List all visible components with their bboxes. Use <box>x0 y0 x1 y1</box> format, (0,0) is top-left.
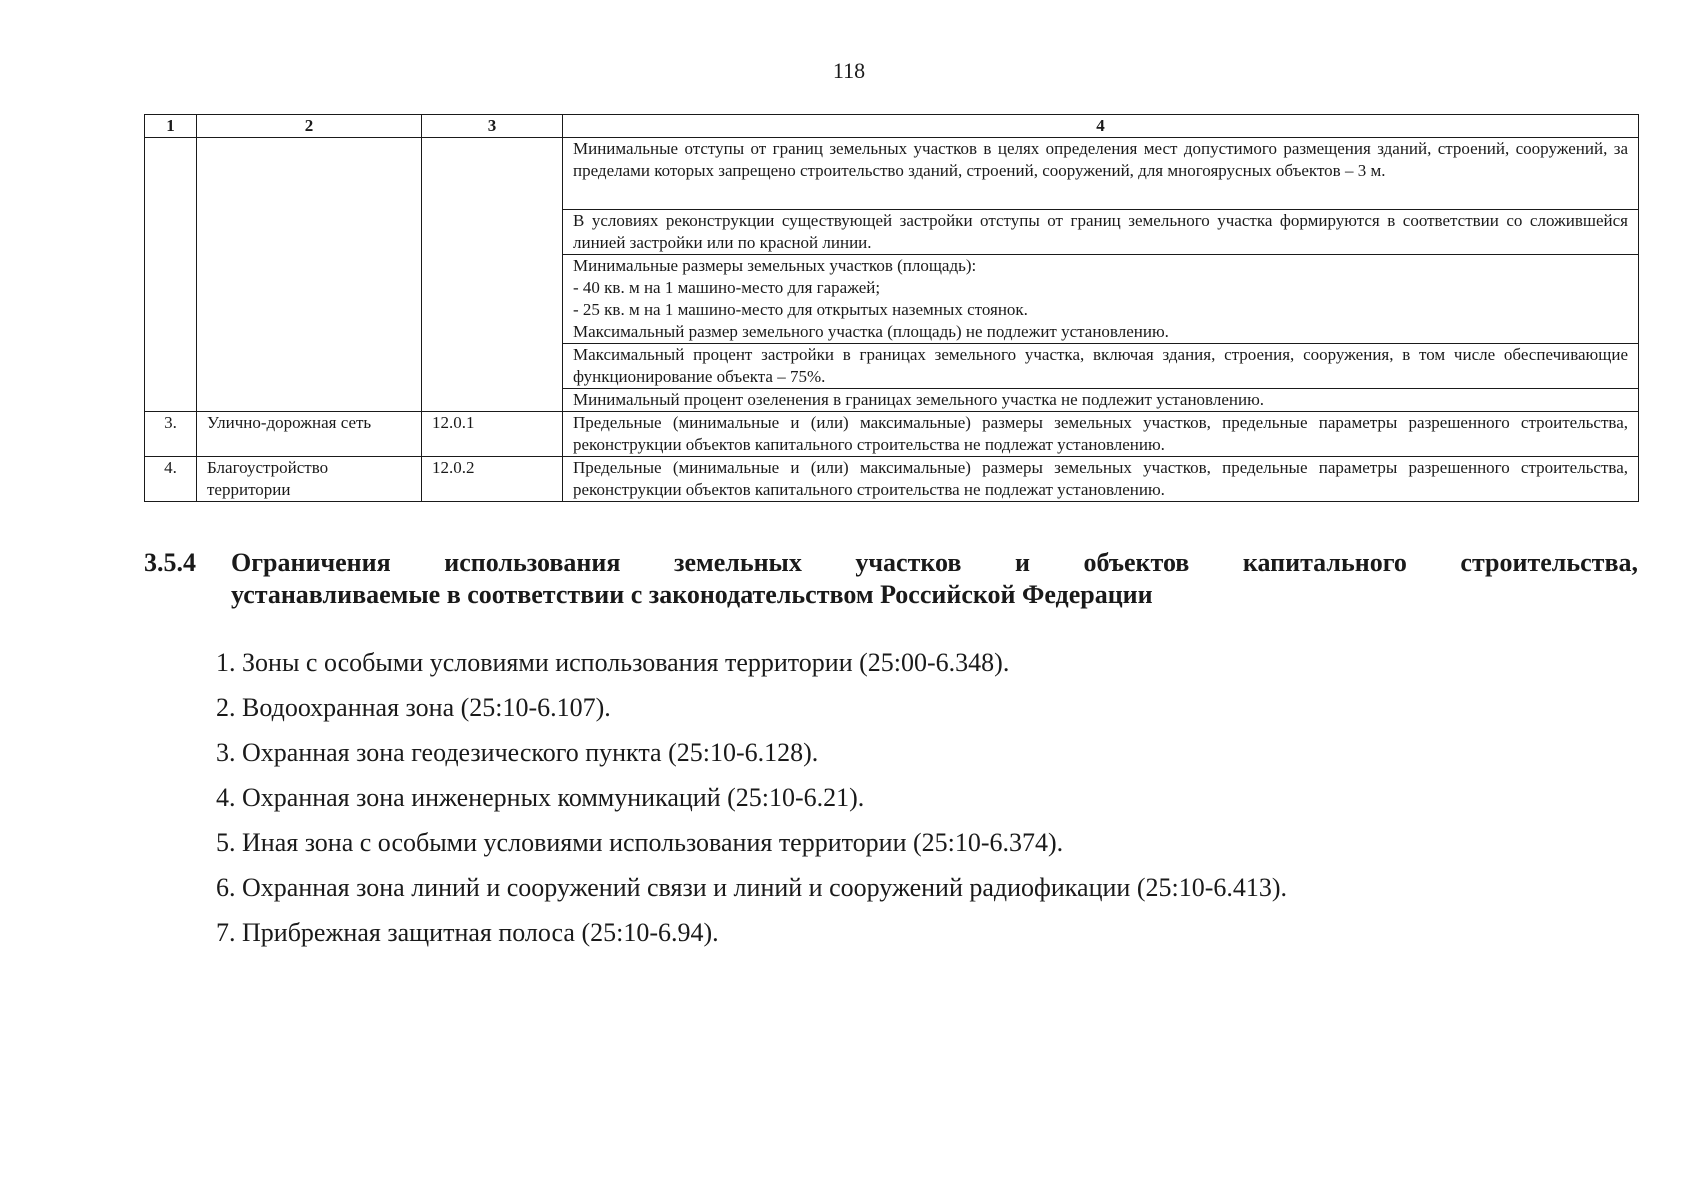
row-name-cell: Благоустройство территории <box>197 457 422 502</box>
list-item: 5. Иная зона с особыми условиями использования территории (25:10-6.374). <box>216 828 1064 857</box>
plot-size-heading: Минимальные размеры земельных участков (площадь): <box>573 256 977 275</box>
row-number-cell: 4. <box>145 457 197 502</box>
table-header-row <box>145 115 1639 138</box>
reconstruction-setback-cell: В условиях реконструкции существующей застройки отступы от границ земельного участка формируются в соответствии со сложившейся линией застройки или по красной линии. <box>563 210 1639 255</box>
plot-size-cell <box>563 255 1639 344</box>
plot-size-max: Максимальный размер земельного участка (площадь) не подлежит установлению. <box>573 322 1169 341</box>
min-green-percent-cell: Минимальный процент озеленения в границах земельного участка не подлежит установлению. <box>563 389 1639 412</box>
max-build-percent-cell: Максимальный процент застройки в границах земельного участка, включая здания, строения, сооружения, в том числе обеспечивающие функционирование объекта – 75%. <box>563 344 1639 389</box>
list-item: 1. Зоны с особыми условиями использования территории (25:00-6.348). <box>216 648 1010 677</box>
row-params-cell: Предельные (минимальные и (или) максимальные) размеры земельных участков, предельные параметры разрешенного строительства, реконструкции объектов капитального строительства не подлежат установлению. <box>563 412 1639 457</box>
row-name-cell: Улично-дорожная сеть <box>197 412 422 457</box>
section-title <box>231 547 1638 611</box>
section-heading <box>144 547 1638 611</box>
plot-size-garages: - 40 кв. м на 1 машино-место для гаражей; <box>573 278 881 297</box>
section-title-line-1: Ограничения использования земельных участков и объектов капитального строительства, <box>231 548 1638 577</box>
plot-size-parking: - 25 кв. м на 1 машино-место для открытых наземных стоянок. <box>573 300 1028 319</box>
row-number-cell: 3. <box>145 412 197 457</box>
row-code-cell: 12.0.2 <box>422 457 563 502</box>
restriction-zone-list <box>216 640 1287 955</box>
land-use-parameters-table <box>144 114 1639 502</box>
list-item: 2. Водоохранная зона (25:10-6.107). <box>216 693 611 722</box>
row-code-cell: 12.0.1 <box>422 412 563 457</box>
column-header-1: 1 <box>145 115 197 138</box>
table-row <box>145 457 1639 502</box>
list-item: 4. Охранная зона инженерных коммуникаций (25:10-6.21). <box>216 783 865 812</box>
continuation-name-cell <box>197 138 422 412</box>
page-number: 118 <box>832 58 866 83</box>
list-item: 3. Охранная зона геодезического пункта (25:10-6.128). <box>216 738 819 767</box>
list-item: 7. Прибрежная защитная полоса (25:10-6.94). <box>216 918 719 947</box>
list-item: 6. Охранная зона линий и сооружений связи и линий и сооружений радиофикации (25:10-6.413). <box>216 873 1288 902</box>
table-row <box>145 138 1639 210</box>
row-params-cell: Предельные (минимальные и (или) максимальные) размеры земельных участков, предельные параметры разрешенного строительства, реконструкции объектов капитального строительства не подлежат установлению. <box>563 457 1639 502</box>
section-number: 3.5.4 <box>144 548 196 577</box>
continuation-num-cell <box>145 138 197 412</box>
table-row <box>145 412 1639 457</box>
column-header-3: 3 <box>422 115 563 138</box>
continuation-code-cell <box>422 138 563 412</box>
column-header-4: 4 <box>563 115 1639 138</box>
setback-requirement-cell: Минимальные отступы от границ земельных участков в целях определения мест допустимого размещения зданий, строений, сооружений, за пределами которых запрещено строительство зданий, строений, сооружений, для многоярусных объектов – 3 м. <box>563 138 1639 210</box>
column-header-2: 2 <box>197 115 422 138</box>
section-title-line-2: устанавливаемые в соответствии с законодательством Российской Федерации <box>231 580 1153 609</box>
